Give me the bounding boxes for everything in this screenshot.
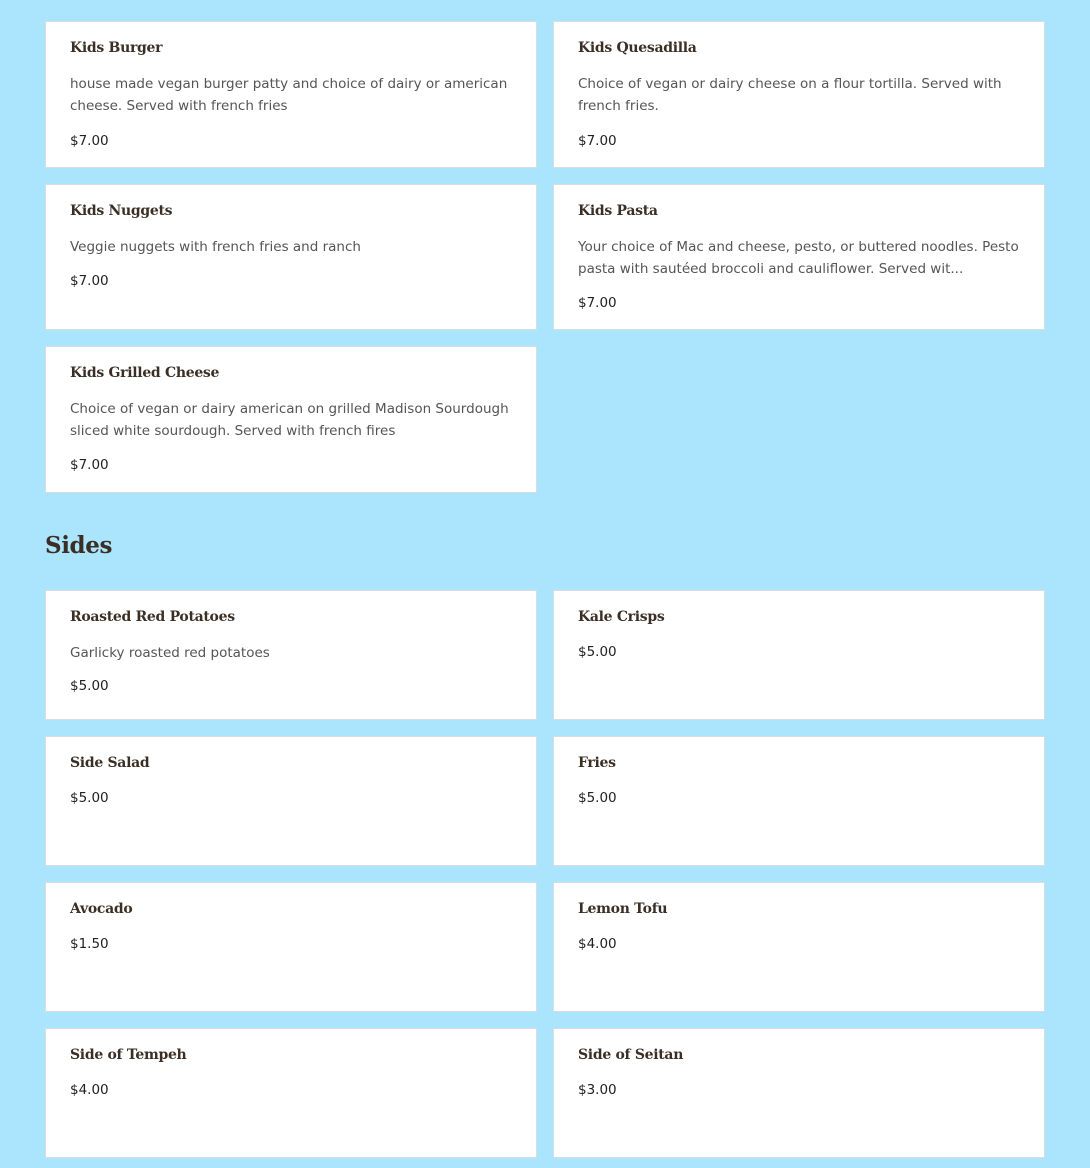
menu-item-avocado[interactable] [45, 882, 537, 1012]
item-name: Kids Burger [70, 40, 163, 56]
item-name: Fries [578, 755, 616, 771]
item-price: $7.00 [578, 295, 617, 311]
menu-item-side-salad[interactable] [45, 736, 537, 866]
menu-item-kids-grilled-cheese[interactable] [45, 346, 537, 493]
item-price: $5.00 [70, 790, 109, 806]
item-description: Choice of vegan or dairy american on grilled Madison Sourdough sliced white sourdough. Served with french fires [70, 401, 509, 439]
item-price: $7.00 [70, 133, 109, 149]
item-price: $5.00 [70, 678, 109, 694]
menu-item-side-of-tempeh[interactable] [45, 1028, 537, 1158]
item-price: $4.00 [70, 1082, 109, 1098]
menu-item-kids-burger[interactable] [45, 21, 537, 168]
menu-item-kids-nuggets[interactable] [45, 184, 537, 330]
item-price: $3.00 [578, 1082, 617, 1098]
item-description: Veggie nuggets with french fries and ranch [70, 239, 361, 255]
item-description: Choice of vegan or dairy cheese on a flour tortilla. Served with french fries. [578, 76, 1002, 114]
item-price: $7.00 [70, 273, 109, 289]
item-name: Side of Tempeh [70, 1047, 187, 1063]
item-description: Your choice of Mac and cheese, pesto, or buttered noodles. Pesto pasta with sautéed broccoli and cauliflower. Served wit... [578, 239, 1019, 277]
menu-item-kale-crisps[interactable] [553, 590, 1045, 720]
item-name: Roasted Red Potatoes [70, 609, 235, 625]
item-name: Side Salad [70, 755, 150, 771]
menu-item-fries[interactable] [553, 736, 1045, 866]
item-name: Avocado [70, 901, 133, 917]
section-title-sides: Sides [45, 532, 113, 559]
item-price: $5.00 [578, 644, 617, 660]
item-price: $5.00 [578, 790, 617, 806]
item-price: $1.50 [70, 936, 109, 952]
menu-item-side-of-seitan[interactable] [553, 1028, 1045, 1158]
menu-item-lemon-tofu[interactable] [553, 882, 1045, 1012]
item-name: Kale Crisps [578, 609, 665, 625]
item-name: Lemon Tofu [578, 901, 668, 917]
item-name: Kids Pasta [578, 203, 658, 219]
item-price: $7.00 [70, 457, 109, 473]
item-name: Side of Seitan [578, 1047, 684, 1063]
item-description: house made vegan burger patty and choice of dairy or american cheese. Served with french fries [70, 76, 508, 114]
menu-item-roasted-red-potatoes[interactable] [45, 590, 537, 720]
item-price: $4.00 [578, 936, 617, 952]
item-description: Garlicky roasted red potatoes [70, 645, 270, 661]
menu-item-kids-pasta[interactable] [553, 184, 1045, 330]
item-price: $7.00 [578, 133, 617, 149]
menu-item-kids-quesadilla[interactable] [553, 21, 1045, 168]
item-name: Kids Grilled Cheese [70, 365, 220, 381]
item-name: Kids Quesadilla [578, 40, 697, 56]
item-name: Kids Nuggets [70, 203, 173, 219]
